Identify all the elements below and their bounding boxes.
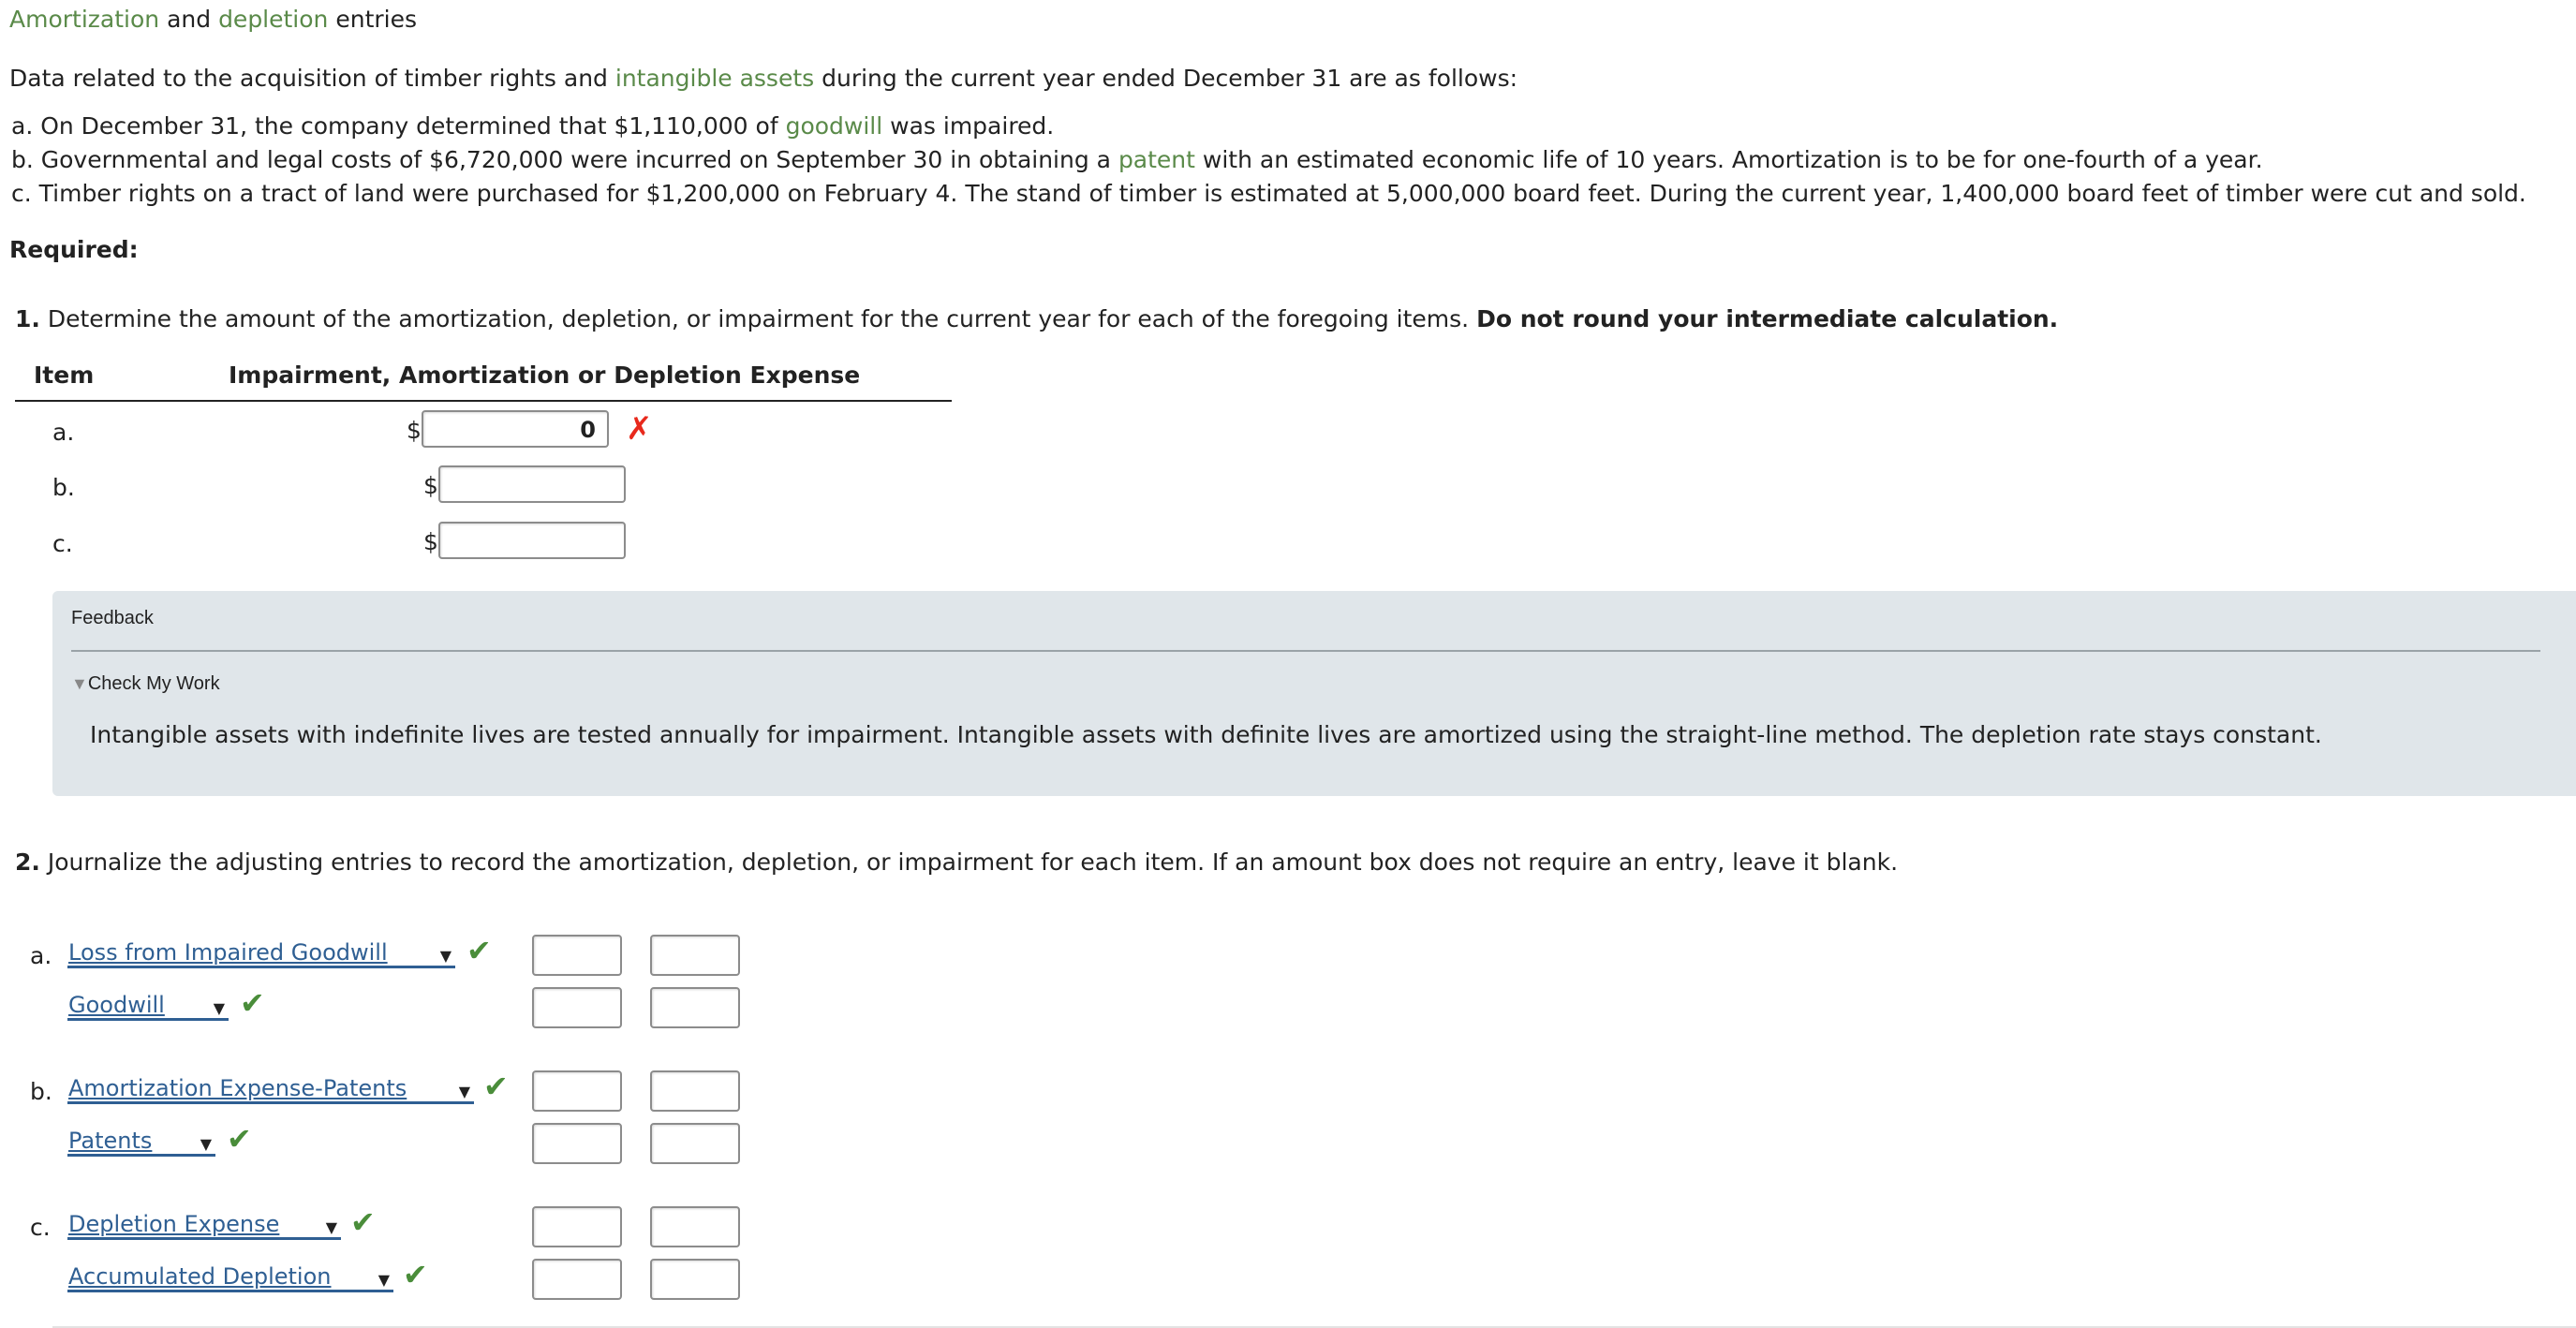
question-1-number: 1. xyxy=(15,305,40,332)
row-c-label: c. xyxy=(52,530,73,557)
title-entries: entries xyxy=(335,6,418,33)
row-a-currency: $ xyxy=(407,417,422,444)
feedback-text: Intangible assets with indefinite lives are tested annually for impairment. Intangible assets with definite lives are amortized using the straight-line method. The depletion rate stays constant. xyxy=(90,721,2322,748)
correct-check-icon: ✔ xyxy=(240,985,265,1021)
column-header-expense: Impairment, Amortization or Depletion Expense xyxy=(229,362,861,389)
entry-c-label: c. xyxy=(30,1214,51,1241)
entry-b-debit-value: Amortization Expense-Patents xyxy=(68,1075,407,1101)
patent-link[interactable]: patent xyxy=(1118,146,1195,173)
item-b-before: b. Governmental and legal costs of $6,720,000 were incurred on September 30 in obtaining a xyxy=(11,146,1118,173)
depletion-link[interactable]: depletion xyxy=(218,6,329,33)
entry-a-credit-value: Goodwill xyxy=(68,992,165,1018)
row-c-currency: $ xyxy=(423,528,438,555)
item-a-after: was impaired. xyxy=(882,112,1055,140)
title-and: and xyxy=(167,6,212,33)
item-b-after: with an estimated economic life of 10 years. Amortization is to be for one-fourth of a year. xyxy=(1194,146,2263,173)
question-2 xyxy=(15,848,1898,877)
intro-after: during the current year ended December 31 are as follows: xyxy=(814,65,1518,92)
item-a-text xyxy=(11,112,1054,140)
column-header-item: Item xyxy=(34,362,95,389)
entry-b-debit-amount-blank[interactable] xyxy=(532,1123,622,1164)
intro-before: Data related to the acquisition of timber rights and xyxy=(9,65,615,92)
intro-paragraph xyxy=(9,65,1517,93)
feedback-panel xyxy=(52,591,2576,796)
row-b-label: b. xyxy=(52,474,75,501)
question-2-number: 2. xyxy=(15,848,40,876)
check-my-work-label: Check My Work xyxy=(87,673,220,694)
entry-c-debit-value: Depletion Expense xyxy=(68,1211,280,1237)
question-1 xyxy=(15,305,2058,333)
dropdown-arrow-icon: ▼ xyxy=(458,1083,470,1100)
dropdown-arrow-icon: ▼ xyxy=(378,1271,390,1289)
dropdown-arrow-icon: ▼ xyxy=(213,999,225,1017)
entry-c-credit-amount-blank[interactable] xyxy=(650,1206,740,1247)
correct-check-icon: ✔ xyxy=(466,933,492,968)
item-a-before: a. On December 31, the company determined that $1,110,000 of xyxy=(11,112,786,140)
item-c-text: c. Timber rights on a tract of land were purchased for $1,200,000 on February 4. The stand of timber is estimated at 5,000,000 board feet. During the current year, 1,400,000 board feet of timber were cut and sold. xyxy=(11,180,2526,207)
entry-b-credit-amount-blank[interactable] xyxy=(650,1070,740,1112)
correct-check-icon: ✔ xyxy=(227,1121,252,1157)
question-1-instruction: Do not round your intermediate calculation. xyxy=(1476,305,2059,332)
entry-a-debit-value: Loss from Impaired Goodwill xyxy=(68,939,388,966)
row-a-amount-input[interactable]: 0 xyxy=(422,410,609,448)
entry-b-credit-value: Patents xyxy=(68,1128,153,1154)
entry-a-credit-amount[interactable] xyxy=(650,987,740,1028)
entry-c-debit-amount[interactable] xyxy=(532,1206,622,1247)
question-2-text: Journalize the adjusting entries to record the amortization, depletion, or impairment for each item. If an amount box does not require an entry, leave it blank. xyxy=(47,848,1899,876)
correct-check-icon: ✔ xyxy=(483,1069,509,1104)
check-my-work-toggle[interactable] xyxy=(71,673,220,695)
page-title xyxy=(9,6,417,34)
dropdown-arrow-icon: ▼ xyxy=(200,1135,212,1153)
item-b-text xyxy=(11,146,2263,174)
entry-b-label: b. xyxy=(30,1078,52,1105)
entry-b-credit-amount[interactable] xyxy=(650,1123,740,1164)
dropdown-arrow-icon: ▼ xyxy=(325,1218,337,1236)
entry-c-debit-amount-blank[interactable] xyxy=(532,1259,622,1300)
entry-b-credit-select[interactable] xyxy=(67,1127,215,1157)
row-b-currency: $ xyxy=(423,472,438,499)
entry-c-debit-select[interactable] xyxy=(67,1210,341,1240)
correct-check-icon: ✔ xyxy=(403,1257,428,1292)
entry-a-label: a. xyxy=(30,942,52,969)
question-1-text: Determine the amount of the amortization, depletion, or impairment for the current year for each of the foregoing items. xyxy=(47,305,1477,332)
entry-a-debit-amount-blank[interactable] xyxy=(532,987,622,1028)
triangle-down-icon: ▼ xyxy=(71,674,88,693)
entry-b-debit-select[interactable] xyxy=(67,1074,474,1104)
entry-a-credit-amount-blank[interactable] xyxy=(650,935,740,976)
row-a-label: a. xyxy=(52,419,75,446)
entry-c-credit-value: Accumulated Depletion xyxy=(68,1263,332,1290)
feedback-divider xyxy=(71,650,2540,652)
dropdown-arrow-icon: ▼ xyxy=(439,947,452,965)
table-header-rule xyxy=(15,400,952,402)
goodwill-link[interactable]: goodwill xyxy=(785,112,883,140)
entry-a-debit-select[interactable] xyxy=(67,938,455,968)
entry-a-credit-select[interactable] xyxy=(67,991,229,1021)
entry-c-credit-amount[interactable] xyxy=(650,1259,740,1300)
row-b-amount-input[interactable] xyxy=(438,465,626,503)
feedback-title: Feedback xyxy=(71,608,154,628)
entry-c-credit-select[interactable] xyxy=(67,1262,393,1292)
required-heading: Required: xyxy=(9,236,139,263)
row-c-amount-input[interactable] xyxy=(438,522,626,559)
amortization-link[interactable]: Amortization xyxy=(9,6,160,33)
entry-b-debit-amount[interactable] xyxy=(532,1070,622,1112)
entry-a-debit-amount[interactable] xyxy=(532,935,622,976)
intangible-assets-link[interactable]: intangible assets xyxy=(614,65,815,92)
correct-check-icon: ✔ xyxy=(350,1204,376,1240)
incorrect-icon: ✗ xyxy=(626,410,653,448)
